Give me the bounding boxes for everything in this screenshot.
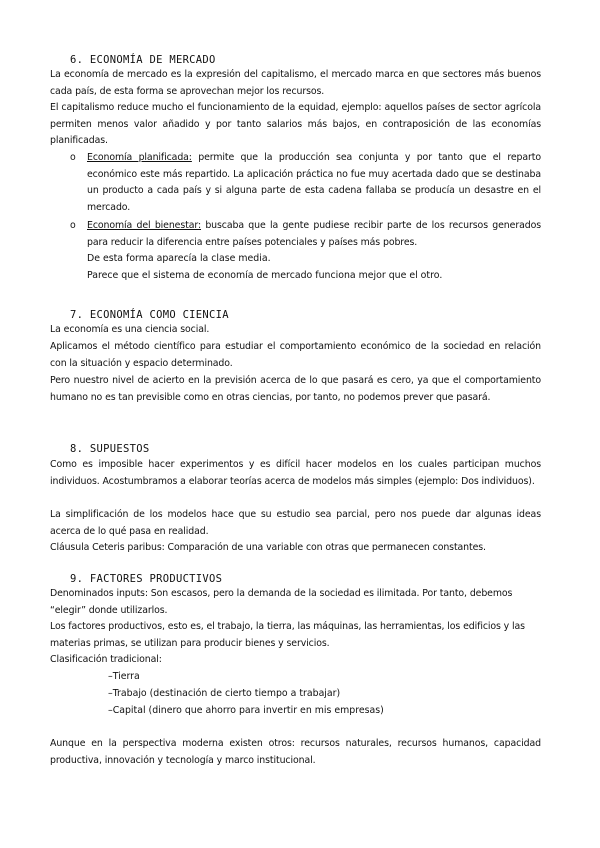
section-7-paragraph-2: Aplicamos el método científico para estudiar el comportamiento económico de la sociedad en relación con la situación y espacio determinado.	[50, 341, 541, 369]
bullet-term: Economía del bienestar:	[87, 220, 202, 231]
bullet-planned-economy	[87, 150, 541, 216]
bullet-continuation: De esta forma aparecía la clase media.	[87, 253, 271, 264]
section-8-paragraph-2: La simplificación de los modelos hace que su estudio sea parcial, pero nos puede dar algunas ideas acerca de lo qué pasa en realidad.	[50, 509, 541, 537]
bullet-text: buscaba que la gente pudiese recibir parte de los recursos generados para reducir la diferencia entre países potenciales y países más pobres.	[87, 220, 541, 248]
section-7-paragraph-3: Pero nuestro nivel de acierto en la previsión acerca de lo que pasará es cero, ya que el comportamiento humano no es tan previsible como en otras ciencias, por tanto, no podemos prever que pasará.	[50, 375, 541, 403]
factor-list-item: –Tierra	[108, 671, 140, 682]
bullet-marker: o	[70, 152, 76, 163]
bullet-marker: o	[70, 220, 76, 231]
section-8-paragraph-3: Cláusula Ceteris paribus: Comparación de una variable con otras que permanecen constantes.	[50, 542, 486, 553]
section-9-paragraph-1: Denominados inputs: Son escasos, pero la demanda de la sociedad es ilimitada. Por tanto, debemos “elegir” donde utilizarlos.	[50, 588, 513, 616]
section-9-paragraph-4: Aunque en la perspectiva moderna existen otros: recursos naturales, recursos humanos, capacidad productiva, innovación y tecnología y marco institucional.	[50, 738, 541, 766]
section-7-heading: 7. ECONOMÍA COMO CIENCIA	[70, 309, 229, 321]
section-8-paragraph-1: Como es imposible hacer experimentos y es difícil hacer modelos en los cuales participan muchos individuos. Acostumbramos a elaborar teorías acerca de modelos más simples (ejemplo: Dos individuos).	[50, 459, 541, 487]
section-6-paragraph-2: El capitalismo reduce mucho el funcionamiento de la equidad, ejemplo: aquellos países de sector agrícola permiten menos valor añadido y por tanto salarios más bajos, en contraposición de las economías planificadas.	[50, 102, 541, 146]
factor-list-item: –Capital (dinero que ahorro para invertir en mis empresas)	[108, 705, 384, 716]
section-9-paragraph-3: Clasificación tradicional:	[50, 654, 162, 665]
section-9-heading: 9. FACTORES PRODUCTIVOS	[70, 573, 223, 585]
section-6-paragraph-1: La economía de mercado es la expresión del capitalismo, el mercado marca en que sectores más buenos cada país, de esta forma se aprovechan mejor los recursos.	[50, 69, 541, 97]
section-8-heading: 8. SUPUESTOS	[70, 443, 150, 455]
bullet-text: permite que la producción sea conjunta y por tanto que el reparto económico este más repartido. La aplicación práctica no fue muy acertada dado que se destinaba un producto a cada país y si alguna parte de esta cadena fallaba se producía un desastre en el mercado.	[87, 152, 541, 213]
section-6-heading: 6. ECONOMÍA DE MERCADO	[70, 54, 216, 66]
bullet-term: Economía planificada:	[87, 152, 192, 163]
bullet-continuation: Parece que el sistema de economía de mercado funciona mejor que el otro.	[87, 270, 443, 281]
section-7-paragraph-1: La economía es una ciencia social.	[50, 324, 210, 335]
bullet-welfare-economy	[87, 218, 541, 251]
section-9-paragraph-2: Los factores productivos, esto es, el trabajo, la tierra, las máquinas, las herramientas, los edificios y las materias primas, se utilizan para producir bienes y servicios.	[50, 621, 525, 649]
factor-list-item: –Trabajo (destinación de cierto tiempo a trabajar)	[108, 688, 341, 699]
